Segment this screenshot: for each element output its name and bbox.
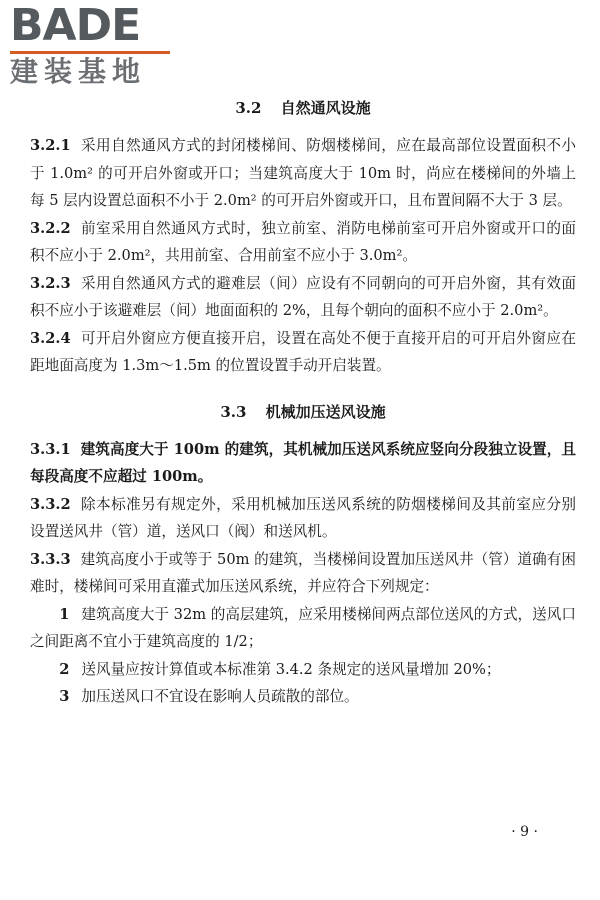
clause-3-2-2	[30, 215, 576, 270]
logo-divider	[10, 51, 170, 54]
section-heading: 自然通风设施	[280, 99, 371, 117]
clause-number: 3.3.3	[30, 550, 71, 568]
clause-number: 3.2.4	[30, 329, 71, 347]
logo-subtitle: 建装基地	[10, 55, 147, 88]
clause-text: 可开启外窗应方便直接开启，设置在高处不便于直接开启的可开启外窗应在距地面高度为 1.3m～1.5m 的位置设置手动开启装置。	[30, 329, 576, 374]
list-item-3	[30, 683, 576, 711]
clause-3-2-4	[30, 325, 576, 380]
item-text: 加压送风口不宜设在影响人员疏散的部位。	[81, 688, 359, 705]
item-number: 1	[59, 605, 70, 623]
clause-number: 3.3.1	[30, 440, 71, 458]
clause-text: 采用自然通风方式的封闭楼梯间、防烟楼梯间，应在最高部位设置面积不小于 1.0m² 的可开启外窗或开口；当建筑高度大于 10m 时，尚应在楼梯间的外墙上每 5 层内设置总面积不小于 2.0m² 的可开启外窗或开口，且布置间隔不大于 3 层。	[30, 137, 576, 209]
logo-word: BADE	[10, 0, 141, 51]
clause-text: 采用自然通风方式的避难层（间）应设有不同朝向的可开启外窗，其有效面积不应小于该避难层（间）地面面积的 2%，且每个朝向的面积不应小于 2.0m²。	[30, 274, 576, 319]
clause-text: 除本标准另有规定外，采用机械加压送风系统的防烟楼梯间及其前室应分别设置送风井（管）道，送风口（阀）和送风机。	[30, 495, 576, 540]
bade-logo	[10, 0, 180, 90]
item-number: 3	[59, 688, 70, 705]
document-body	[30, 94, 576, 711]
list-item-1	[30, 601, 576, 656]
item-text: 送风量应按计算值或本标准第 3.4.2 条规定的送风量增加 20%；	[81, 660, 501, 678]
list-item-2	[30, 656, 576, 684]
clause-number: 3.3.2	[30, 495, 71, 513]
clause-3-2-3	[30, 270, 576, 325]
clause-3-3-1	[30, 436, 576, 491]
clause-3-3-3	[30, 546, 576, 601]
clause-text: 前室采用自然通风方式时，独立前室、消防电梯前室可开启外窗或开口的面积不应小于 2.0m²，共用前室、合用前室不应小于 3.0m²。	[30, 219, 576, 264]
clause-3-2-1	[30, 132, 576, 215]
clause-3-3-2	[30, 491, 576, 546]
clause-text: 建筑高度大于 100m 的建筑，其机械加压送风系统应竖向分段独立设置，且每段高度不应超过 100m。	[30, 440, 576, 485]
section-title-3-3	[30, 398, 576, 426]
clause-number: 3.2.1	[30, 137, 71, 154]
clause-number: 3.2.3	[30, 274, 71, 292]
item-text: 建筑高度大于 32m 的高层建筑，应采用楼梯间两点部位送风的方式，送风口之间距离不宜小于建筑高度的 1/2；	[30, 605, 576, 650]
section-title-3-2	[30, 94, 576, 122]
page-number: · 9 ·	[511, 824, 538, 840]
section-number: 3.3	[220, 402, 247, 421]
section-number: 3.2	[235, 99, 262, 117]
item-number: 2	[59, 660, 70, 678]
clause-text: 建筑高度小于或等于 50m 的建筑，当楼梯间设置加压送风井（管）道确有困难时，楼梯间可采用直灌式加压送风系统，并应符合下列规定：	[30, 550, 576, 595]
section-heading: 机械加压送风设施	[265, 402, 386, 421]
clause-number: 3.2.2	[30, 219, 71, 237]
